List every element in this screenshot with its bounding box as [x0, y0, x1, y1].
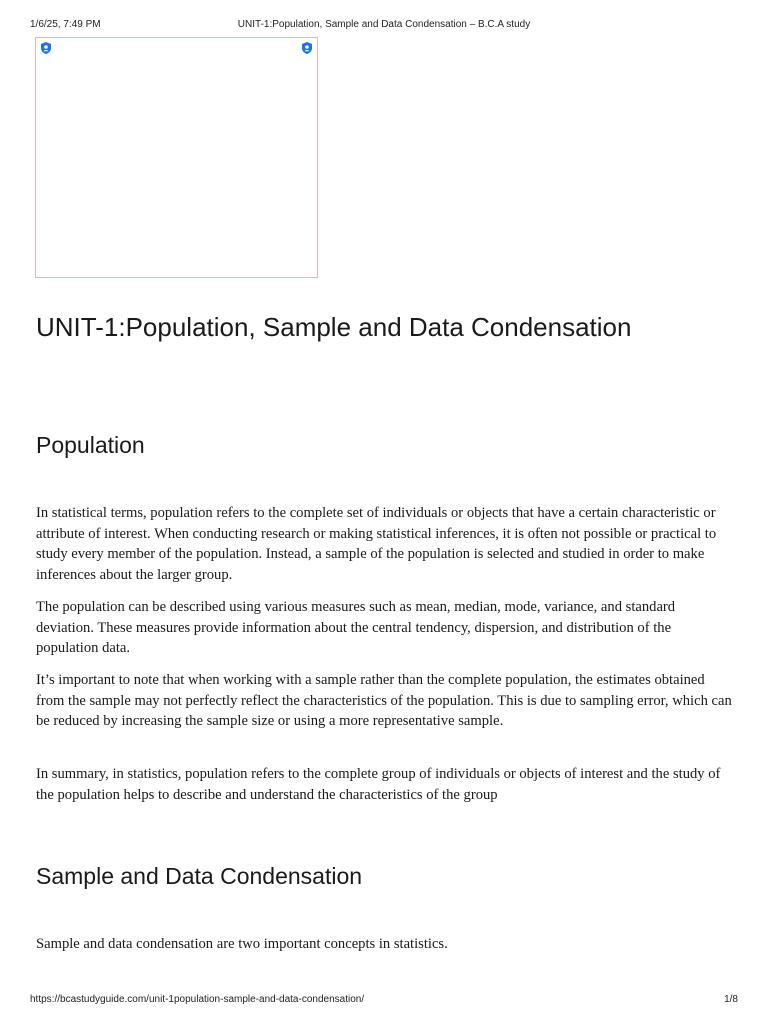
advertisement-frame[interactable] — [35, 37, 318, 278]
print-datetime: 1/6/25, 7:49 PM — [30, 19, 101, 30]
print-url[interactable]: https://bcastudyguide.com/unit-1population-sample-and-data-condensation/ — [30, 994, 365, 1005]
paragraph: In statistical terms, population refers to the complete set of individuals or objects that have a certain characteristic or attribute of interest. When conducting research or making statistical inferences, it is often not possible or practical to study every member of the population. Instead, a sample of the population is selected and studied in order to make inferences about the larger group. — [36, 505, 717, 583]
section-heading-sample-data-condensation: Sample and Data Condensation — [36, 863, 363, 889]
paragraph: Sample and data condensation are two important concepts in statistics. — [36, 936, 448, 952]
article-title: UNIT-1:Population, Sample and Data Condensation — [36, 312, 632, 342]
ad-choices-shield-icon[interactable] — [300, 41, 314, 55]
paragraph: The population can be described using various measures such as mean, median, mode, variance, and standard deviation. These measures provide information about the central tendency, dispersion, and distribution of the population data. — [36, 599, 676, 657]
print-page-number: 1/8 — [724, 994, 738, 1005]
paragraph: In summary, in statistics, population refers to the complete group of individuals or objects of interest and the study of the population helps to describe and understand the characteristics of the group — [36, 766, 721, 803]
paragraph: It’s important to note that when working with a sample rather than the complete population, the estimates obtained from the sample may not perfectly reflect the characteristics of the population. This is due to sampling error, which can be reduced by increasing the sample size or using a more representative sample. — [36, 672, 732, 730]
print-header — [0, 19, 768, 33]
print-page-title: UNIT-1:Population, Sample and Data Condensation – B.C.A study — [237, 19, 531, 30]
print-footer — [0, 994, 768, 1008]
ad-choices-shield-icon[interactable] — [39, 41, 53, 55]
section-heading-population: Population — [36, 432, 145, 458]
